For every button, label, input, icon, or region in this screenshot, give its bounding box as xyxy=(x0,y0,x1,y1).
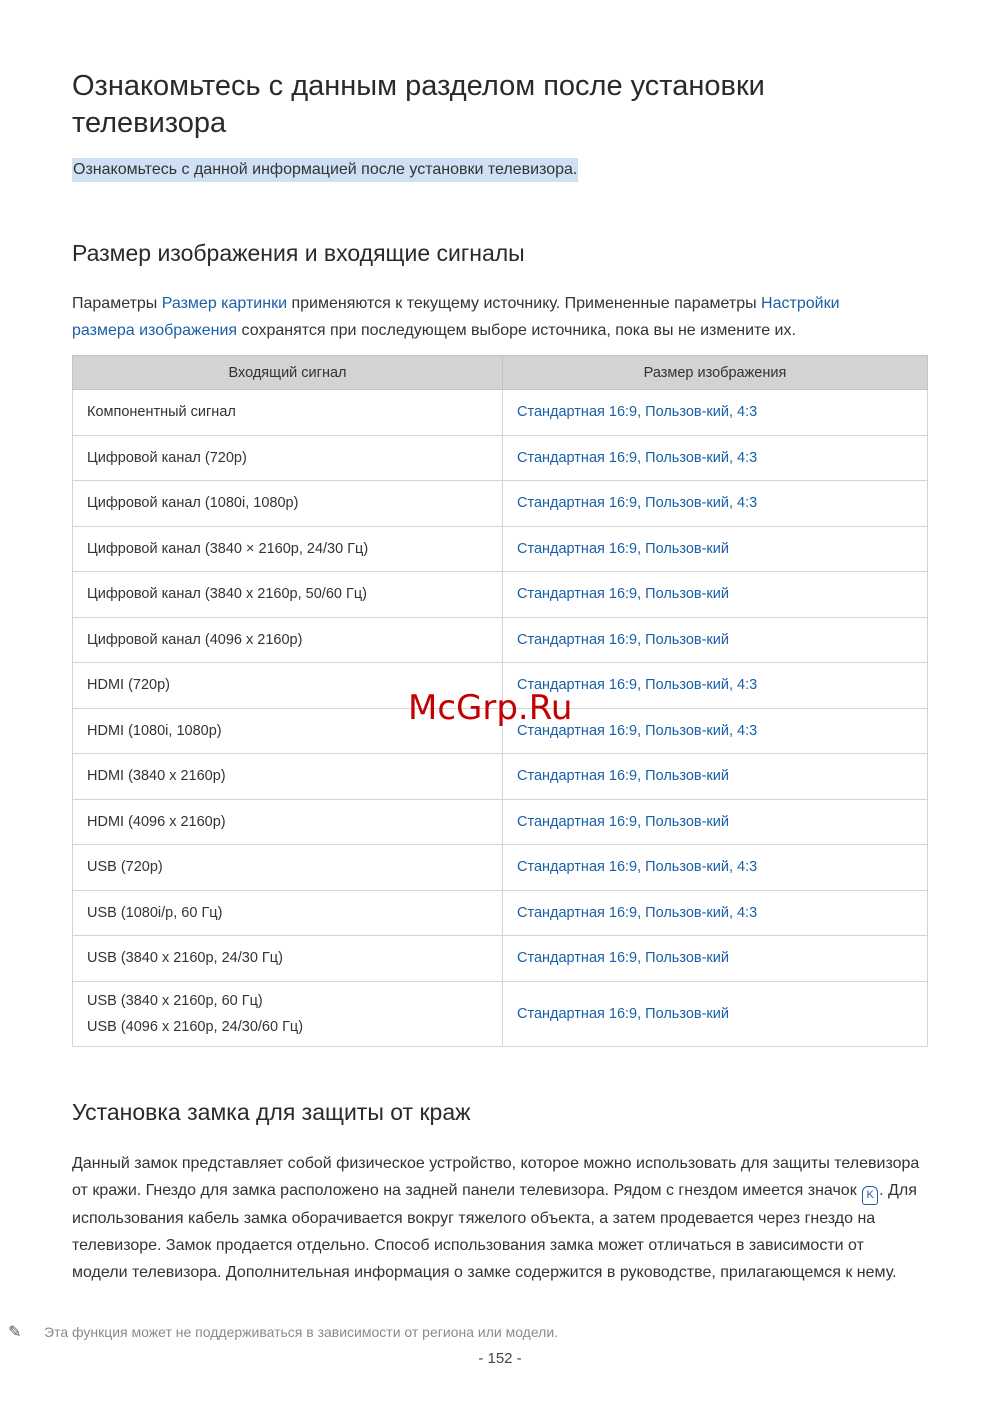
size-cell[interactable]: Стандартная 16:9, Пользов-кий xyxy=(503,617,928,663)
size-cell[interactable]: Стандартная 16:9, Пользов-кий xyxy=(503,526,928,572)
table-row xyxy=(73,572,928,618)
section-heading-picture-size: Размер изображения и входящие сигналы xyxy=(72,240,525,266)
pencil-icon: ✎ xyxy=(8,1324,22,1341)
signal-cell: HDMI (3840 x 2160p) xyxy=(73,754,503,800)
signal-cell: HDMI (720p) xyxy=(73,663,503,709)
signal-cell: Цифровой канал (3840 x 2160p, 50/60 Гц) xyxy=(73,572,503,618)
page-title: Ознакомьтесь с данным разделом после установки телевизора xyxy=(72,70,765,139)
size-cell[interactable]: Стандартная 16:9, Пользов-кий, 4:3 xyxy=(503,390,928,436)
table-row xyxy=(73,845,928,891)
table-row xyxy=(73,390,928,436)
intro-text[interactable]: Ознакомьтесь с данной информацией после установки телевизора. xyxy=(72,158,578,182)
size-cell[interactable]: Стандартная 16:9, Пользов-кий xyxy=(503,936,928,982)
size-cell[interactable]: Стандартная 16:9, Пользов-кий, 4:3 xyxy=(503,435,928,481)
page-number: - 152 - xyxy=(478,1350,522,1367)
column-header-picture-size: Размер изображения xyxy=(503,356,928,390)
size-cell[interactable]: Стандартная 16:9, Пользов-кий, 4:3 xyxy=(503,708,928,754)
size-cell[interactable]: Стандартная 16:9, Пользов-кий xyxy=(503,981,928,1046)
section-paragraph-picture-size xyxy=(72,290,928,344)
table-row xyxy=(73,799,928,845)
size-cell[interactable]: Стандартная 16:9, Пользов-кий, 4:3 xyxy=(503,481,928,527)
para-text: Параметры xyxy=(72,295,162,312)
size-cell[interactable]: Стандартная 16:9, Пользов-кий, 4:3 xyxy=(503,890,928,936)
signal-line: USB (4096 x 2160p, 24/30/60 Гц) xyxy=(87,1018,304,1035)
para-text: применяются к текущему источнику. Примененные параметры xyxy=(287,295,762,312)
size-cell[interactable]: Стандартная 16:9, Пользов-кий, 4:3 xyxy=(503,845,928,891)
kensington-lock-icon: K xyxy=(862,1186,878,1205)
table-header-row xyxy=(73,356,928,390)
link-picture-size-settings[interactable]: Настройки размера изображения xyxy=(72,295,840,339)
signal-cell: Компонентный сигнал xyxy=(73,390,503,436)
signal-cell: USB (3840 x 2160p, 24/30 Гц) xyxy=(73,936,503,982)
note xyxy=(8,1322,558,1342)
signal-cell: Цифровой канал (3840 × 2160p, 24/30 Гц) xyxy=(73,526,503,572)
table-row xyxy=(73,481,928,527)
note-text: Эта функция может не поддерживаться в зависимости от региона или модели. xyxy=(44,1324,559,1340)
para-text: . Для использования кабель замка оборачивается вокруг тяжелого объекта, а затем продевается через гнездо на телевизоре. Замок продается отдельно. Способ использования замка может отличаться в зависимости от модели телевизора. Дополнительная информация о замке содержится в руководстве, прилагающемся к нему. xyxy=(72,1182,917,1281)
para-text: сохранятся при последующем выборе источника, пока вы не измените их. xyxy=(237,322,796,339)
size-cell[interactable]: Стандартная 16:9, Пользов-кий xyxy=(503,754,928,800)
size-cell[interactable]: Стандартная 16:9, Пользов-кий xyxy=(503,799,928,845)
table-row xyxy=(73,617,928,663)
size-cell[interactable]: Стандартная 16:9, Пользов-кий xyxy=(503,572,928,618)
table-row xyxy=(73,526,928,572)
signal-cell: USB (1080i/p, 60 Гц) xyxy=(73,890,503,936)
watermark-logo: McGrp.Ru xyxy=(408,688,573,728)
table-row xyxy=(73,936,928,982)
column-header-input-signal: Входящий сигнал xyxy=(73,356,503,390)
signal-cell: HDMI (4096 x 2160p) xyxy=(73,799,503,845)
signal-cell xyxy=(73,981,503,1046)
signal-cell: Цифровой канал (1080i, 1080p) xyxy=(73,481,503,527)
table-row xyxy=(73,890,928,936)
signal-line: USB (3840 x 2160p, 60 Гц) xyxy=(87,992,263,1009)
table-row xyxy=(73,754,928,800)
size-cell[interactable]: Стандартная 16:9, Пользов-кий, 4:3 xyxy=(503,663,928,709)
para-text: Данный замок представляет собой физическое устройство, которое можно использовать для защиты телевизора от кражи. Гнездо для замка расположено на задней панели телевизора. Рядом с гнездом имеется значок xyxy=(72,1155,920,1199)
signal-cell: HDMI (1080i, 1080p) xyxy=(73,708,503,754)
signal-cell: Цифровой канал (720p) xyxy=(73,435,503,481)
table-row xyxy=(73,435,928,481)
signal-cell: USB (720p) xyxy=(73,845,503,891)
section-heading-anti-theft-lock: Установка замка для защиты от краж xyxy=(72,1099,471,1125)
section-paragraph-lock xyxy=(72,1150,922,1286)
link-picture-size[interactable]: Размер картинки xyxy=(161,295,288,312)
table-row xyxy=(73,981,928,1046)
signal-cell: Цифровой канал (4096 x 2160p) xyxy=(73,617,503,663)
